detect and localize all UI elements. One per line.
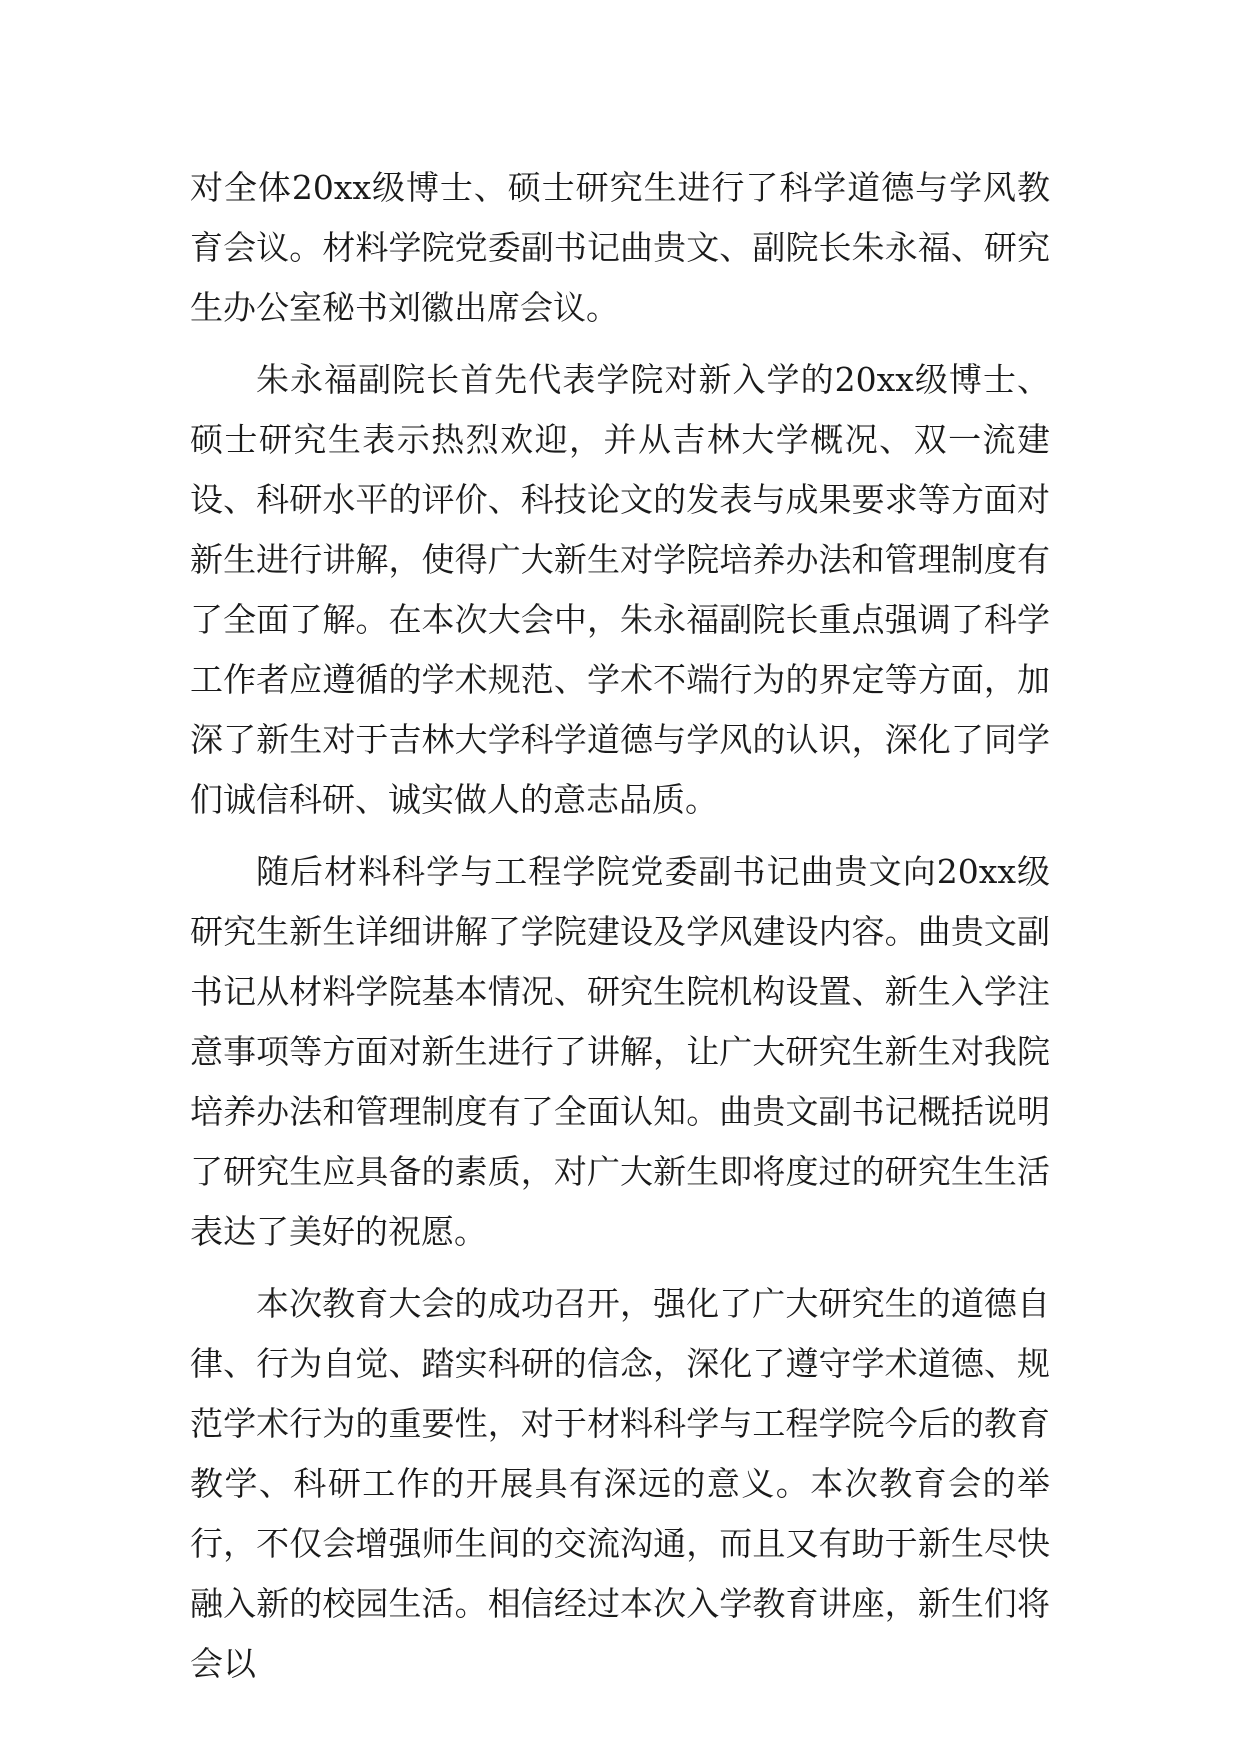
paragraph-2: 朱永福副院长首先代表学院对新入学的20xx级博士、硕士研究生表示热烈欢迎，并从吉林大学概况、双一流建设、科研水平的评价、科技论文的发表与成果要求等方面对新生进行讲解，使得广大新生对学院培养办法和管理制度有了全面了解。在本次大会中，朱永福副院长重点强调了科学工作者应遵循的学术规范、学术不端行为的界定等方面，加深了新生对于吉林大学科学道德与学风的认识，深化了同学们诚信科研、诚实做人的意志品质。 [190,360,1050,819]
paragraph-1: 对全体20xx级博士、硕士研究生进行了科学道德与学风教育会议。材料学院党委副书记曲贵文、副院长朱永福、研究生办公室秘书刘徽出席会议。 [190,168,1050,327]
paragraph-3: 随后材料科学与工程学院党委副书记曲贵文向20xx级研究生新生详细讲解了学院建设及学风建设内容。曲贵文副书记从材料学院基本情况、研究生院机构设置、新生入学注意事项等方面对新生进行了讲解，让广大研究生新生对我院培养办法和管理制度有了全面认知。曲贵文副书记概括说明了研究生应具备的素质，对广大新生即将度过的研究生生活表达了美好的祝愿。 [190,852,1050,1251]
paragraph-4: 本次教育大会的成功召开，强化了广大研究生的道德自律、行为自觉、踏实科研的信念，深化了遵守学术道德、规范学术行为的重要性，对于材料科学与工程学院今后的教育教学、科研工作的开展具有深远的意义。本次教育会的举行，不仅会增强师生间的交流沟通，而且又有助于新生尽快融入新的校园生活。相信经过本次入学教育讲座，新生们将会以 [190,1284,1050,1683]
document-body [190,158,1050,1706]
